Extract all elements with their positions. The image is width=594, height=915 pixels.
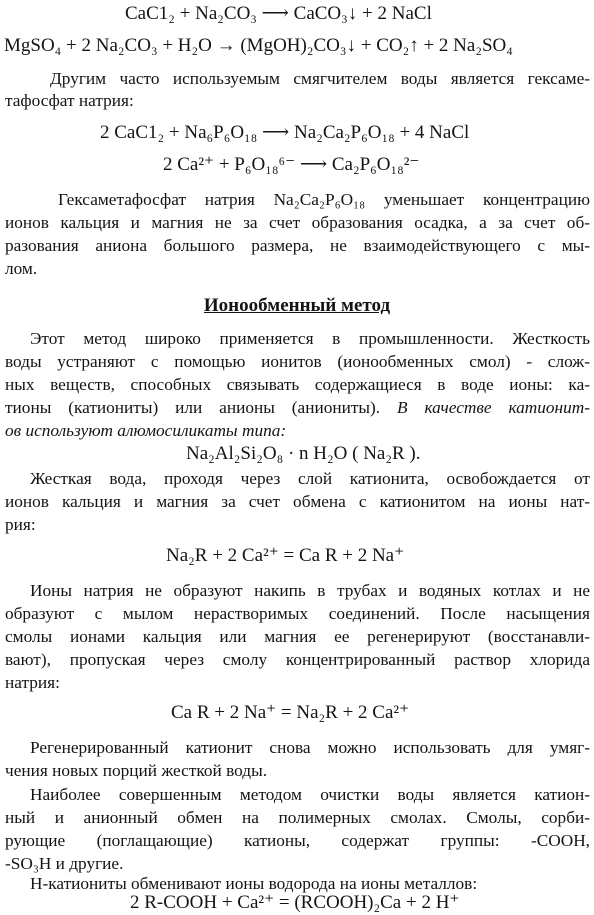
paragraph-line: тафосфат натрия: (5, 91, 134, 110)
equation-ion-hexametaphosphate: 2 Ca²⁺ + P₆O₁₈⁶⁻ ⟶ Ca₂P₆O₁₈²⁻ (163, 154, 420, 175)
paragraph-line: ионов кальция и магния за счет обмена с катионитом на ионы нат- (5, 492, 590, 511)
paragraph-line: образуют с мылом нерастворимых соединений. После насыщения (5, 604, 590, 623)
paragraph-line: рия: (5, 515, 36, 534)
paragraph-line: Гексаметафосфат натрия Na₂Ca₂P₆O₁₈ уменьшает концентрацию (58, 190, 590, 209)
equation-h-cation: 2 R-COOH + Ca²⁺ = (RCOOH)₂Ca + 2 H⁺ (130, 892, 460, 913)
paragraph-line (5, 397, 590, 418)
equation-hexametaphosphate: 2 CaC1₂ + Na₆P₆O₁₈ ⟶ Na₂Ca₂P₆O₁₈ + 4 NaCl (100, 122, 470, 143)
paragraph-line: чения новых порций жесткой воды. (5, 761, 268, 780)
paragraph-line: Регенерированный катионит снова можно использовать для умяг- (30, 738, 590, 757)
italic-paragraph-line: ов используют алюмосиликаты типа: (5, 421, 287, 440)
paragraph-line: Этот метод широко применяется в промышленности. Жесткость (30, 329, 590, 348)
paragraph-line: разования аниона большого размера, не взаимодействующего с мы- (5, 236, 590, 255)
equation-caco3: CaC1₂ + Na₂CO₃ ⟶ CaCO₃↓ + 2 NaCl (125, 3, 432, 24)
equation-regeneration: Ca R + 2 Na⁺ = Na₂R + 2 Ca²⁺ (171, 702, 410, 723)
text-run: тионы (катиониты) или анионы (аниониты). (5, 398, 397, 417)
paragraph-line: воды устраняют с помощью ионитов (ионообменных смол) - слож- (5, 352, 590, 371)
paragraph-line: натрия: (5, 673, 60, 692)
paragraph-line: -SO₃H и другие. (5, 854, 124, 873)
paragraph-line: Другим часто используемым смягчителем воды является гексаме- (50, 69, 590, 88)
paragraph-line: Жесткая вода, проходя через слой катионита, освобождается от (30, 469, 590, 488)
paragraph-line: рующие (поглащающие) катионы, содержат группы: -COOH, (5, 831, 590, 850)
paragraph-line: Наиболее совершенным методом очистки воды является катион- (30, 785, 590, 804)
paragraph-line: Ионы натрия не образуют накипь в трубах и водяных котлах и не (30, 581, 590, 600)
paragraph-line: ный и анионный обмен на полимерных смолах. Смолы, сорби- (5, 808, 590, 827)
equation-aluminosilicate: Na₂Al₂Si₂O₈ · n H₂O ( Na₂R ). (186, 443, 421, 464)
paragraph-line: ионов кальция и магния не за счет образования осадка, а за счет об- (5, 213, 590, 232)
paragraph-line: смолы ионами кальция или магния ее регенерируют (восстанавли- (5, 627, 590, 646)
paragraph-line: вают), пропуская через смолу концентрированный раствор хлорида (5, 650, 590, 669)
paragraph-line: лом. (5, 259, 38, 278)
equation-mgso4: MgSO₄ + 2 Na₂CO₃ + H₂O → (MgOH)₂CO₃↓ + CO₂↑ + 2 Na₂SO₄ (4, 35, 513, 56)
paragraph-line: H-катиониты обменивают ионы водорода на ионы металлов: (30, 874, 478, 893)
section-heading: Ионообменный метод (203, 295, 391, 316)
italic-text-run: В качестве катионит- (397, 398, 590, 417)
paragraph-line: ных веществ, способных связывать содержащиеся в воде ионы: ка- (5, 375, 590, 394)
equation-ion-exchange: Na₂R + 2 Ca²⁺ = Ca R + 2 Na⁺ (166, 545, 405, 566)
